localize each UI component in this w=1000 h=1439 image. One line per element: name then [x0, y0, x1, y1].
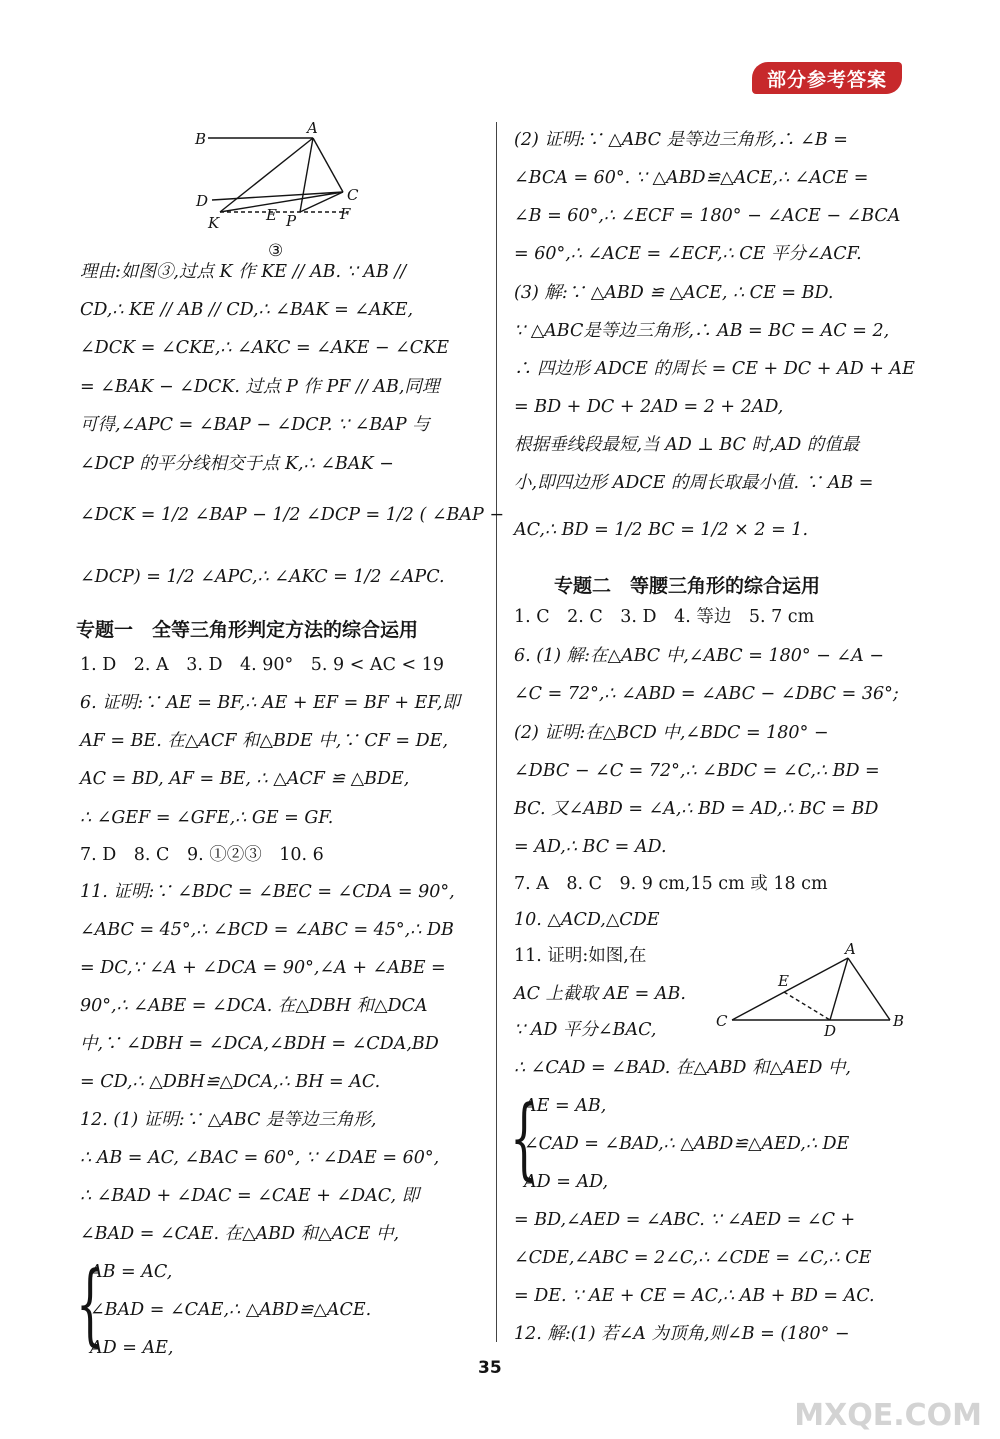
text-line: (3) 解:∵ △ABD ≌ △ACE, ∴ CE = BD. — [514, 283, 834, 303]
text-line: ∠DCK = ∠CKE,∴ ∠AKC = ∠AKE − ∠CKE — [80, 338, 450, 358]
equation-brace: { — [510, 1086, 538, 1189]
label-d: D — [196, 192, 209, 210]
label-b: B — [195, 130, 207, 148]
geometry-figure-triangle — [712, 940, 912, 1040]
text-line: ∵ △ABC是等边三角形,∴ AB = BC = AC = 2, — [514, 321, 890, 341]
text-line: 11. 证明:如图,在 — [514, 946, 647, 966]
text-line: AC = BD, AF = BE, ∴ △ACF ≌ △BDE, — [80, 769, 410, 789]
equation-brace: { — [76, 1252, 104, 1355]
text-line: = DC,∵ ∠A + ∠DCA = 90°,∠A + ∠ABE = — [80, 958, 446, 978]
label-e: E — [266, 206, 277, 224]
text-line: AC 上截取 AE = AB. — [514, 984, 686, 1004]
label-d-right: D — [824, 1022, 837, 1040]
label-a: A — [307, 120, 318, 137]
label-e-right: E — [778, 972, 789, 990]
text-line: ∠DBC − ∠C = 72°,∴ ∠BDC = ∠C,∴ BD = — [514, 761, 880, 781]
column-divider — [496, 122, 497, 1342]
text-line: ∴ ∠GEF = ∠GFE,∴ GE = GF. — [80, 808, 334, 828]
text-line: = DE. ∵ AE + CE = AC,∴ AB + BD = AC. — [514, 1286, 875, 1306]
text-line: 中,∵ ∠DBH = ∠DCA,∠BDH = ∠CDA,BD — [80, 1034, 439, 1054]
system-line: AD = AE, — [90, 1338, 174, 1358]
text-line: ∴ 四边形 ADCE 的周长 = CE + DC + AD + AE — [514, 359, 915, 379]
text-line: ∠CDE,∠ABC = 2∠C,∴ ∠CDE = ∠C,∴ CE — [514, 1248, 872, 1268]
geometry-figure-3 — [188, 120, 368, 260]
label-b-right: B — [893, 1012, 905, 1030]
page-number: 35 — [478, 1358, 502, 1378]
text-line: 6. (1) 解:在△ABC 中,∠ABC = 180° − ∠A − — [514, 646, 884, 666]
label-f: F — [340, 205, 351, 223]
label-p: P — [286, 212, 297, 230]
text-line: CD,∴ KE // AB // CD,∴ ∠BAK = ∠AKE, — [80, 300, 414, 320]
text-line: = AD,∴ BC = AD. — [514, 837, 667, 857]
text-line: ∠DCP) = 1/2 ∠APC,∴ ∠AKC = 1/2 ∠APC. — [80, 567, 445, 587]
label-a-right: A — [845, 940, 856, 958]
answer-line: 1. C 2. C 3. D 4. 等边 5. 7 cm — [514, 607, 815, 627]
figure-caption: ③ — [268, 241, 284, 260]
text-line: = BD,∠AED = ∠ABC. ∵ ∠AED = ∠C + — [514, 1210, 856, 1230]
text-line: 12. 解:(1) 若∠A 为顶角,则∠B = (180° − — [514, 1324, 850, 1344]
section-badge: 部分参考答案 — [752, 62, 902, 94]
system-line: AE = AB, — [524, 1096, 607, 1116]
text-line: ∠ABC = 45°,∴ ∠BCD = ∠ABC = 45°,∴ DB — [80, 920, 454, 940]
text-line: = BD + DC + 2AD = 2 + 2AD, — [514, 397, 784, 417]
section-title-2: 专题二 等腰三角形的综合运用 — [554, 575, 821, 597]
text-line: AF = BE. 在△ACF 和△BDE 中,∵ CF = DE, — [80, 731, 449, 751]
system-line: AB = AC, — [90, 1262, 173, 1282]
text-line: ∠BCA = 60°. ∵ △ABD≌△ACE,∴ ∠ACE = — [514, 168, 869, 188]
section-title-1: 专题一 全等三角形判定方法的综合运用 — [76, 619, 419, 641]
watermark-logo: MXQE.COM — [794, 1398, 982, 1433]
text-line: 11. 证明:∵ ∠BDC = ∠BEC = ∠CDA = 90°, — [80, 882, 455, 902]
label-c: C — [347, 186, 359, 204]
text-line: ∠C = 72°,∴ ∠ABD = ∠ABC − ∠DBC = 36°; — [514, 684, 899, 704]
text-line: = ∠BAK − ∠DCK. 过点 P 作 PF // AB,同理 — [80, 377, 440, 397]
text-line: ∴ AB = AC, ∠BAC = 60°, ∵ ∠DAE = 60°, — [80, 1148, 440, 1168]
text-line: ∠BAD = ∠CAE. 在△ABD 和△ACE 中, — [80, 1224, 400, 1244]
text-line: ∠DCP 的平分线相交于点 K,∴ ∠BAK − — [80, 454, 394, 474]
text-line: ∠B = 60°,∴ ∠ECF = 180° − ∠ACE − ∠BCA — [514, 206, 901, 226]
system-line: ∠CAD = ∠BAD,∴ △ABD≌△AED,∴ DE — [524, 1134, 850, 1154]
text-line: (2) 证明:在△BCD 中,∠BDC = 180° − — [514, 723, 829, 743]
text-line: 小,即四边形 ADCE 的周长取最小值. ∵ AB = — [514, 473, 874, 493]
text-line: 10. △ACD,△CDE — [514, 910, 660, 930]
system-line: ∠BAD = ∠CAE,∴ △ABD≌△ACE. — [90, 1300, 372, 1320]
text-line: ∴ ∠CAD = ∠BAD. 在△ABD 和△AED 中, — [514, 1058, 851, 1078]
answer-line: 7. D 8. C 9. ①②③ 10. 6 — [80, 845, 324, 865]
text-line: BC. 又∠ABD = ∠A,∴ BD = AD,∴ BC = BD — [514, 799, 879, 819]
text-line: AC,∴ BD = 1/2 BC = 1/2 × 2 = 1. — [514, 520, 809, 540]
text-line: 理由:如图③,过点 K 作 KE // AB. ∵ AB // — [80, 262, 407, 282]
text-line: 根据垂线段最短,当 AD ⊥ BC 时,AD 的值最 — [514, 435, 860, 455]
answer-line: 1. D 2. A 3. D 4. 90° 5. 9 < AC < 19 — [80, 655, 445, 675]
label-c-right: C — [716, 1012, 728, 1030]
text-line: = CD,∴ △DBH≌△DCA,∴ BH = AC. — [80, 1072, 381, 1092]
text-line: (2) 证明:∵ △ABC 是等边三角形,∴ ∠B = — [514, 130, 848, 150]
text-line: 90°,∴ ∠ABE = ∠DCA. 在△DBH 和△DCA — [80, 996, 428, 1016]
text-line: ∠DCK = 1/2 ∠BAP − 1/2 ∠DCP = 1/2 ( ∠BAP − — [80, 505, 505, 525]
text-line: 可得,∠APC = ∠BAP − ∠DCP. ∵ ∠BAP 与 — [80, 415, 430, 435]
text-line: 12. (1) 证明:∵ △ABC 是等边三角形, — [80, 1110, 377, 1130]
text-line: 6. 证明:∵ AE = BF,∴ AE + EF = BF + EF,即 — [80, 693, 460, 713]
system-line: AD = AD, — [524, 1172, 609, 1192]
text-line: = 60°,∴ ∠ACE = ∠ECF,∴ CE 平分∠ACF. — [514, 244, 862, 264]
label-k: K — [208, 214, 220, 232]
text-line: ∵ AD 平分∠BAC, — [514, 1020, 657, 1040]
answer-line: 7. A 8. C 9. 9 cm,15 cm 或 18 cm — [514, 874, 828, 894]
text-line: ∴ ∠BAD + ∠DAC = ∠CAE + ∠DAC, 即 — [80, 1186, 420, 1206]
